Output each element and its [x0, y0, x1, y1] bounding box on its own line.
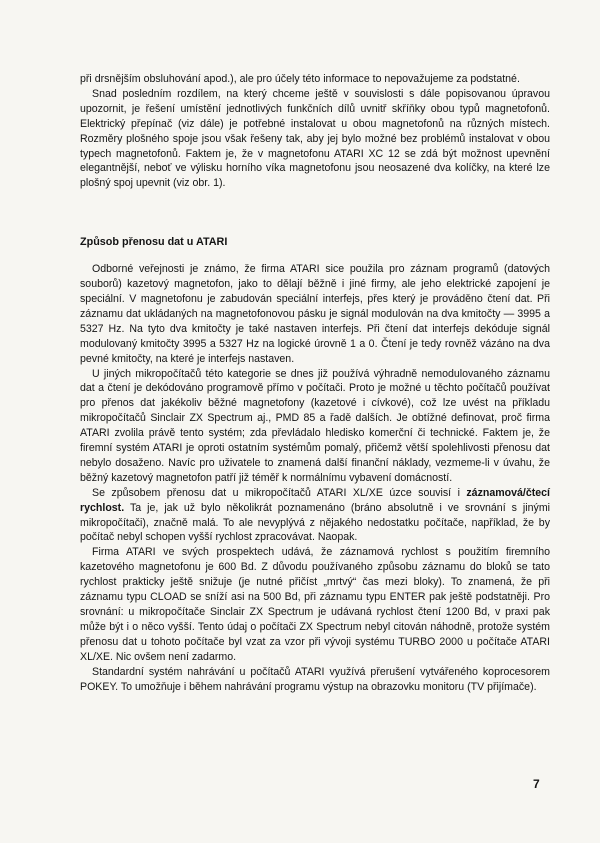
- speed-text-before: Se způsobem přenosu dat u mikropočítačů ATARI XL/XE úzce souvisí i: [92, 486, 467, 499]
- paragraph-continuation: při drsnějším obsluhování apod.), ale pro účely této informace to nepovažujeme za podstatné.: [80, 73, 520, 85]
- paragraph-pokey: Standardní systém nahrávání u počítačů ATARI využívá přerušení vytvářeného koprocesorem POKEY. To umožňuje i během nahrávání programu výstup na obrazovku monitoru (TV přijímače).: [80, 665, 550, 693]
- section-heading: Způsob přenosu dat u ATARI: [80, 236, 228, 249]
- spacer: [80, 250, 550, 262]
- text-column: [80, 72, 550, 694]
- speed-text-after: Ta je, jak už bylo několikrát poznamenáno (bráno absolutně i ve srovnání s jinými mikropočítači), značně malá. To ale nevyplývá z nějakého nedostatku počítače, například, že by počítač nebyl schopen vyšší rychlost zpracovávat. Naopak.: [80, 501, 550, 544]
- speed-bold-term: záznamová/čtecí rychlost.: [80, 486, 550, 514]
- page-number: 7: [533, 777, 540, 791]
- paragraph-speed: [80, 486, 550, 546]
- paragraph-baud-rates: Firma ATARI ve svých prospektech udává, že záznamová rychlost s použitím firemního kazetového magnetofonu je 600 Bd. Z důvodu používaného způsobu záznamu do bloků se tato rychlost prakticky ještě snižuje (je nutné přičíst „mrtvý“ čas mezi bloky). To znamená, že při záznamu typu CLOAD se sníží asi na 500 Bd, při záznamu typu ENTER pak ještě podstatněji. Pro srovnání: u mikropočítače Sinclair ZX Spectrum je udávaná rychlost čtení 1200 Bd, v praxi pak může být i o něco vyšší. Tento údaj o počítači ZX Spectrum nebyl citován náhodně, protože systém přenosu dat u tohoto počítače byl vzat za vzor při vývoji systému TURBO 2000 u počítače ATARI XL/XE. Nic ovšem není zadarmo.: [80, 546, 550, 663]
- paragraph-atari-recording: Odborné veřejnosti je známo, že firma ATARI sice použila pro záznam programů (datových souborů) kazetový magnetofon, jako to dělají běžně i jiné firmy, ale jeho elektrické zapojení je speciální. V magnetofonu je zabudován speciální interfejs, přes který je prováděno čtení dat. Při záznamu dat ukládaných na magnetofonovou pásku je signál modulován na dva kmitočty — 3995 a 5327 Hz. Na tyto dva kmitočty je také nastaven interfejs. Při čtení dat interfejs dekóduje signál modulovaný kmitočty 3995 a 5327 Hz na logické úrovně 1 a 0. Čtení je tedy rovněž vázáno na dva pevné kmitočty, na které je interfejs nastaven.: [80, 263, 550, 365]
- spacer: [80, 191, 550, 235]
- paragraph-mounting: Snad posledním rozdílem, na který chceme ještě v souvislosti s dále popisovanou úpravou upozornit, je řešení umístění jednotlivých funkčních dílů uvnitř skříňky obou typů magnetofonů. Elektrický přepínač (viz dále) je potřebné instalovat u obou magnetofonů na různých místech. Rozměry plošného spoje jsou však řešeny tak, aby jej bylo možné bez problémů instalovat v obou typech magnetofonů. Faktem je, že v magnetofonu ATARI XC 12 se zdá být možnost upevnění elegantnější, neboť ve výlisku horního víka magnetofonu jsou neosazené dva kolíčky, na které lze plošný spoj upevnit (viz obr. 1).: [80, 87, 550, 190]
- paragraph-other-computers: U jiných mikropočítačů této kategorie se dnes již používá výhradně nemodulovaného záznamu dat a čtení je dekódováno programově přímo v počítači. Proto je možné u těchto počítačů používat pro přenos dat jakékoliv běžné magnetofony (kazetové i cívkové), což lze uvést na příkladu mikropočítačů Sinclair ZX Spectrum aj., PMD 85 a řadě dalších. Je obtížné definovat, proč firma ATARI zvolila právě tento systém; zda převládalo hledisko komerční či technické. Faktem je, že firemní systém ATARI je oproti ostatním systémům pomalý, přičemž větší spolehlivosti přenosu dat nebylo dosaženo. Navíc pro uživatele to znamená další finanční náklady, vezmeme-li v úvahu, že běžný kazetový magnetofon patří již téměř k normálnímu vybavení domácností.: [80, 367, 550, 484]
